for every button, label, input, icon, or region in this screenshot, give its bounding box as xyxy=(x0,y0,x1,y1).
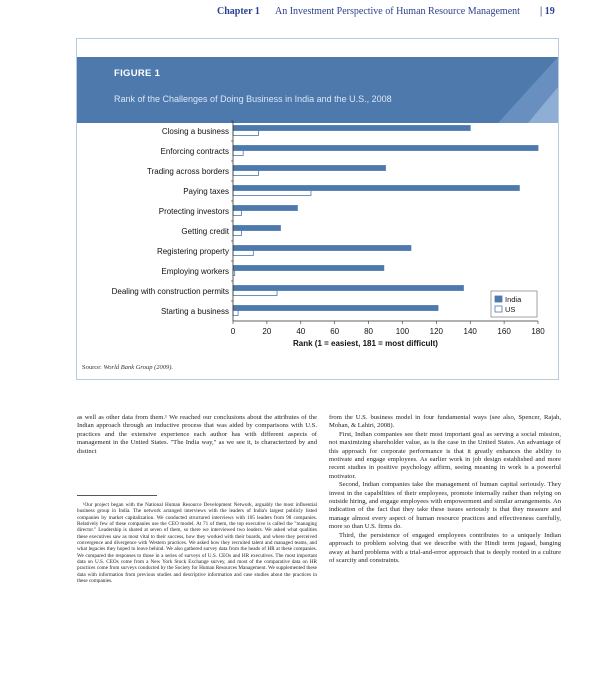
body-paragraph: Second, Indian companies take the management of human capital seriously. They invest in the capabilities of their employees, promote internally rather than relying on outside hiring, and engage employees with empowerment and similar arrangements. An indication of the fact that they take these issues seriously is that they measure and manage almost every aspect of human resource practices and effectiveness carefully, more so than U.S. firms do. xyxy=(329,481,561,531)
bar-india xyxy=(233,286,463,291)
bar-us xyxy=(233,131,258,136)
left-column xyxy=(77,414,317,456)
footnote xyxy=(77,502,317,584)
x-tick-label: 100 xyxy=(395,327,410,336)
bar-india xyxy=(233,166,386,171)
chapter-number: Chapter 1 xyxy=(217,6,260,17)
bar-india xyxy=(233,186,519,191)
bar-chart xyxy=(77,39,558,379)
source-label: Source: xyxy=(82,364,102,371)
x-tick-label: 80 xyxy=(364,327,374,336)
legend-label: US xyxy=(505,305,516,314)
x-tick-label: 60 xyxy=(330,327,340,336)
figure-title: Rank of the Challenges of Doing Business in India and the U.S., 2008 xyxy=(114,94,392,104)
category-label: Trading across borders xyxy=(147,167,229,176)
bar-us xyxy=(233,171,258,176)
x-tick-label: 180 xyxy=(531,327,545,336)
bar-us xyxy=(233,311,238,316)
category-label: Enforcing contracts xyxy=(160,147,229,156)
category-label: Getting credit xyxy=(181,227,229,236)
x-tick-label: 120 xyxy=(429,327,444,336)
bar-india xyxy=(233,146,538,151)
bar-india xyxy=(233,306,438,311)
category-label: Paying taxes xyxy=(183,187,229,196)
body-paragraph: Third, the persistence of engaged employees contributes to a uniquely Indian approach to problem solving that we describe with the Hindi term jugaad, banging away at hard problems with a trial-and-error approach that is deeply rooted in a culture of scarcity and constraints. xyxy=(329,531,561,564)
bar-india xyxy=(233,266,384,271)
legend-swatch-india xyxy=(495,296,502,302)
bar-india xyxy=(233,126,470,131)
body-paragraph: as well as other data from them.¹ We reached our conclusions about the attributes of the Indian approach through an inductive process that was aided by comparisons with U.S. practices and the extensive experience each author has with different aspects of management in the United States. "The India way," as we see it, is characterized by and distinct xyxy=(77,414,317,455)
page-number: | 19 xyxy=(540,6,555,17)
figure-source xyxy=(82,364,173,371)
footnote-text: ¹Our project began with the National Human Resource Development Network, arguably the most influential business group in India. The network arranged interviews with the leaders of India's largest publicly listed companies by market capitalization. We conducted structured interviews with 105 leaders from 98 companies. Relatively few of these companies use the CEO model. At 71 of them, the top executive is called the "managing director." Leadership is shared at seven of them, so there we interviewed two leaders. We asked what qualities these executives saw as most vital to their success, how they worked with their boards, and where they perceived convergence and divergence with Western practices. We asked how they recruited talent and managed teams, and what legacies they hoped to leave behind. We also gathered survey data from the heads of HR at these companies. We compared the responses to those in a series of surveys of U.S. CEOs and HR executives. The most important data on U.S. CEOs come from a New York Stock Exchange survey, and most of the comparative data on HR practices come from surveys conducted by the Society for Human Resources Management. We supplemented these data with information from previous studies and descriptive information and case studies about the practices in these companies. xyxy=(77,502,317,585)
x-tick-label: 0 xyxy=(230,327,236,336)
right-column xyxy=(329,414,561,565)
legend-label: India xyxy=(505,295,522,304)
source-text: World Bank Group (2009). xyxy=(103,364,174,371)
x-axis-title: Rank (1 = easiest, 181 = most difficult) xyxy=(293,339,438,348)
category-label: Protecting investors xyxy=(158,207,229,216)
bar-india xyxy=(233,226,280,231)
body-paragraph: from the U.S. business model in four fundamental ways (see also, Spencer, Rajah, Mohan, & Lahiri, 2008). xyxy=(329,414,561,430)
footnote-rule xyxy=(77,495,157,496)
figure-label: FIGURE 1 xyxy=(114,68,161,79)
category-label: Registering property xyxy=(156,247,229,256)
x-tick-label: 20 xyxy=(262,327,272,336)
bar-us xyxy=(233,251,253,256)
category-label: Starting a business xyxy=(160,307,229,316)
chapter-title: An Investment Perspective of Human Resource Management xyxy=(275,6,520,17)
x-tick-label: 140 xyxy=(463,327,477,336)
body-paragraph: First, Indian companies see their most important goal as serving a social mission, not maximizing shareholder value, as is the case in the United States. An advantage of this approach for corporate performance is that it greatly enhances the ability to motivate and engage employees. As earlier work in job design established and more recent studies in positive psychology affirm, seeing meaning in work is a powerful motivator. xyxy=(329,430,561,480)
x-tick-label: 160 xyxy=(497,327,511,336)
x-tick-label: 40 xyxy=(296,327,306,336)
bar-us xyxy=(233,191,311,196)
bar-us xyxy=(233,211,241,216)
figure-box xyxy=(76,38,559,380)
bar-india xyxy=(233,246,411,251)
bar-us xyxy=(233,151,243,156)
bar-us xyxy=(233,291,277,296)
category-label: Dealing with construction permits xyxy=(111,287,229,296)
running-header xyxy=(0,6,608,22)
bar-us xyxy=(233,231,241,236)
category-label: Employing workers xyxy=(161,267,229,276)
legend-swatch-us xyxy=(495,306,502,312)
bar-india xyxy=(233,206,297,211)
category-label: Closing a business xyxy=(161,127,229,136)
